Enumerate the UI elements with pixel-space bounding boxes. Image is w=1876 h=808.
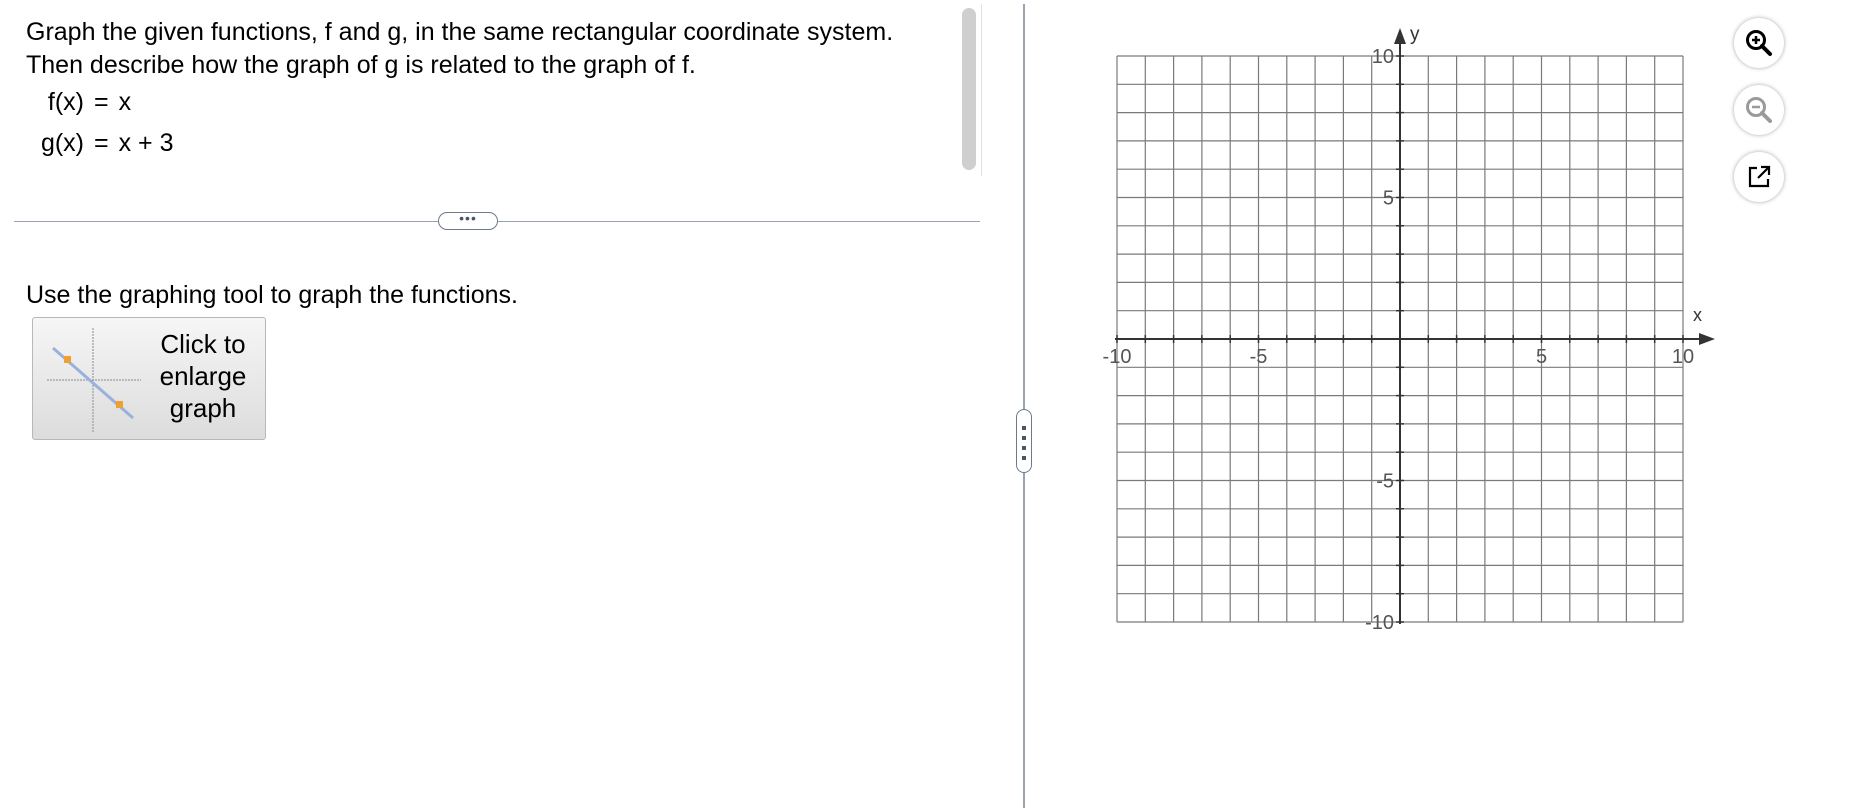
question-line-2: Then describe how the graph of g is related to the graph of f. [26,51,696,79]
instruction-text: Use the graphing tool to graph the functions. [26,281,518,309]
y-axis-label: y [1410,24,1420,45]
y-tick-label: 10 [1371,46,1394,68]
x-axis-arrow [1699,333,1715,345]
zoom-out-icon [1744,95,1774,125]
enlarge-button-label: Click to enlarge graph [159,329,247,423]
external-link-icon [1745,163,1773,191]
y-tick-label: -10 [1365,612,1394,634]
question-line-1: Graph the given functions, f and g, in the same rectangular coordinate system. [26,18,894,46]
f-equals: = [94,88,109,116]
f-expression: x [118,88,132,116]
function-f [12,88,131,117]
coordinate-grid[interactable] [1090,15,1730,635]
x-tick-label: -5 [1249,346,1268,368]
divider-handle-vertical[interactable] [1016,409,1032,473]
x-tick-label: 10 [1671,346,1695,368]
divider-handle-horizontal[interactable]: ••• [438,212,498,230]
g-expression: x + 3 [118,129,174,157]
zoom-out-button[interactable] [1734,85,1784,135]
x-axis-label: x [1693,305,1702,325]
question-text [26,16,893,82]
vertical-divider [1023,4,1025,808]
g-label: g(x) [40,129,84,157]
g-equals: = [94,129,109,157]
y-axis-arrow [1394,28,1406,44]
y-tick-label: 5 [1382,187,1394,210]
scrollbar-thumb[interactable] [962,8,976,170]
function-g [12,129,174,158]
f-label: f(x) [47,88,84,116]
zoom-in-button[interactable] [1734,18,1784,68]
graph-thumbnail-icon [43,326,143,434]
x-tick-label: -10 [1102,346,1132,368]
zoom-in-icon [1744,28,1774,58]
scrollbar-track [981,4,982,176]
x-tick-label: 5 [1535,346,1548,368]
y-tick-label: -5 [1376,470,1394,493]
enlarge-graph-button[interactable] [32,317,266,440]
popout-button[interactable] [1734,152,1784,202]
